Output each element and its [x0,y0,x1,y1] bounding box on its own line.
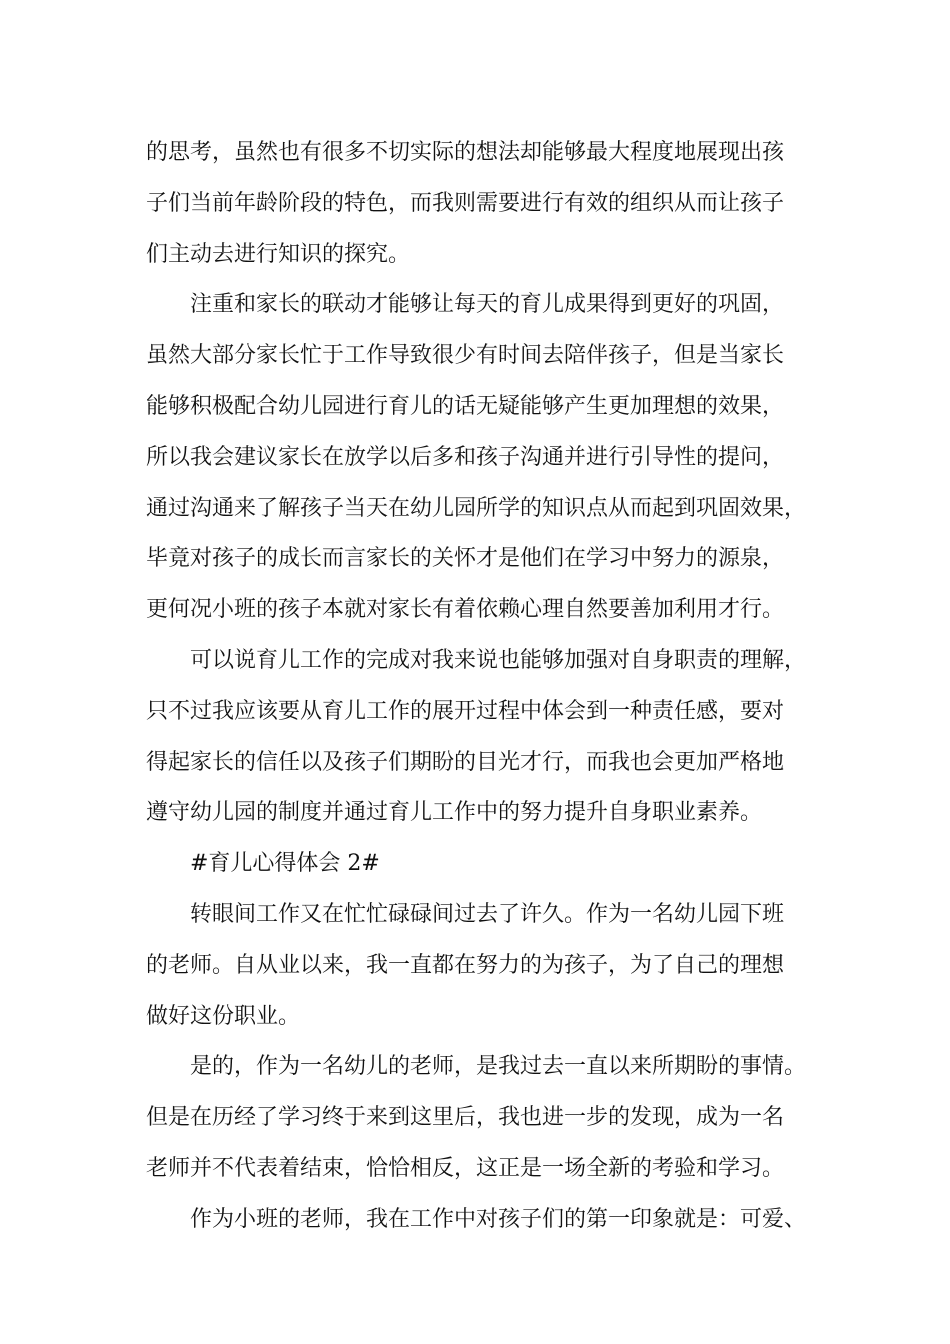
text-line: 更何况小班的孩子本就对家长有着依赖心理自然要善加利用才行。 [146,597,785,623]
section-heading: #育儿心得体会 2# [190,851,380,877]
text-line: 只不过我应该要从育儿工作的展开过程中体会到一种责任感，要对 [146,698,785,724]
text-line: 通过沟通来了解孩子当天在幼儿园所学的知识点从而起到巩固效果， [146,495,807,521]
paragraph-start-line: 注重和家长的联动才能够让每天的育儿成果得到更好的巩固， [190,292,785,318]
text-line: 毕竟对孩子的成长而言家长的关怀才是他们在学习中努力的源泉， [146,546,785,572]
text-line: 的思考，虽然也有很多不切实际的想法却能够最大程度地展现出孩 [146,140,785,165]
text-line: 做好这份职业。 [146,1003,301,1029]
document-body [146,128,836,1246]
text-line: 老师并不代表着结束，恰恰相反，这正是一场全新的考验和学习。 [146,1155,785,1181]
paragraph-start-line: 是的，作为一名幼儿的老师，是我过去一直以来所期盼的事情。 [190,1054,807,1080]
text-line: 的老师。自从业以来，我一直都在努力的为孩子，为了自己的理想 [146,952,785,978]
paragraph-start-line: 可以说育儿工作的完成对我来说也能够加强对自身职责的理解， [190,647,807,673]
paragraph-start-line: 转眼间工作又在忙忙碌碌间过去了许久。作为一名幼儿园下班 [190,901,785,927]
paragraph-start-line: 作为小班的老师，我在工作中对孩子们的第一印象就是：可爱、 [190,1206,807,1232]
text-line: 得起家长的信任以及孩子们期盼的目光才行，而我也会更加严格地 [146,749,785,775]
text-line: 所以我会建议家长在放学以后多和孩子沟通并进行引导性的提问， [146,444,785,470]
text-line: 遵守幼儿园的制度并通过育儿工作中的努力提升自身职业素养。 [146,800,763,826]
text-line: 能够积极配合幼儿园进行育儿的话无疑能够产生更加理想的效果， [146,393,785,419]
text-line: 虽然大部分家长忙于工作导致很少有时间去陪伴孩子，但是当家长 [146,343,785,369]
text-line: 们主动去进行知识的探究。 [146,241,411,267]
text-line: 子们当前年龄阶段的特色，而我则需要进行有效的组织从而让孩子 [146,190,785,216]
text-line: 但是在历经了学习终于来到这里后，我也进一步的发现，成为一名 [146,1105,785,1131]
